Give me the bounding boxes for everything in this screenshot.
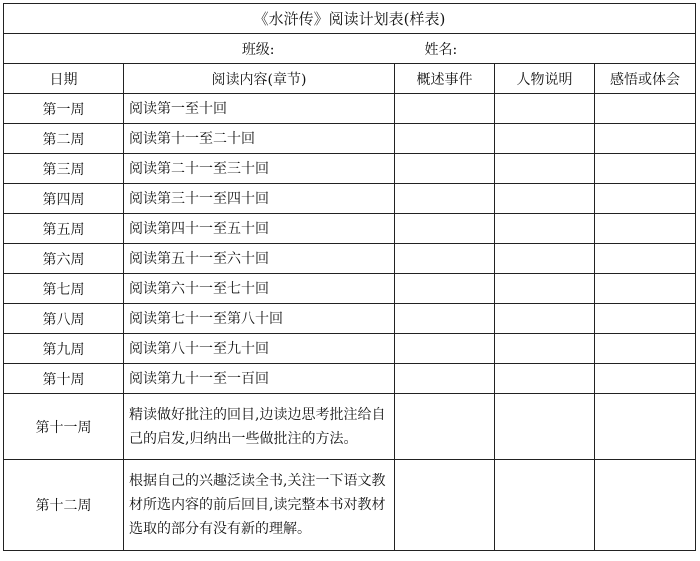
characters-cell[interactable] <box>495 364 595 394</box>
name-label: 姓名: <box>424 41 458 58</box>
characters-cell[interactable] <box>495 304 595 334</box>
events-cell[interactable] <box>395 244 495 274</box>
week-cell: 第十周 <box>4 364 124 394</box>
content-cell: 阅读第八十一至九十回 <box>124 334 395 364</box>
week-cell: 第五周 <box>4 214 124 244</box>
header-characters: 人物说明 <box>495 64 595 94</box>
reflection-cell[interactable] <box>595 184 696 214</box>
content-cell: 阅读第九十一至一百回 <box>124 364 395 394</box>
week-cell: 第八周 <box>4 304 124 334</box>
table-title: 《水浒传》阅读计划表(样表) <box>4 4 696 34</box>
reflection-cell[interactable] <box>595 154 696 184</box>
reading-plan-table <box>3 3 696 551</box>
characters-cell[interactable] <box>495 124 595 154</box>
characters-cell[interactable] <box>495 184 595 214</box>
table-row <box>4 244 696 274</box>
week-cell: 第三周 <box>4 154 124 184</box>
table-row <box>4 334 696 364</box>
table-row <box>4 460 696 551</box>
events-cell[interactable] <box>395 214 495 244</box>
events-cell[interactable] <box>395 154 495 184</box>
reflection-cell[interactable] <box>595 244 696 274</box>
reflection-cell[interactable] <box>595 124 696 154</box>
table-row <box>4 214 696 244</box>
content-cell: 阅读第七十一至第八十回 <box>124 304 395 334</box>
table-row <box>4 124 696 154</box>
week-cell: 第四周 <box>4 184 124 214</box>
events-cell[interactable] <box>395 184 495 214</box>
week-cell: 第一周 <box>4 94 124 124</box>
reading-plan-sheet <box>3 3 695 551</box>
reflection-cell[interactable] <box>595 214 696 244</box>
characters-cell[interactable] <box>495 460 595 551</box>
events-cell[interactable] <box>395 334 495 364</box>
week-cell: 第十二周 <box>4 460 124 551</box>
content-cell: 精读做好批注的回目,边读边思考批注给自己的启发,归纳出一些做批注的方法。 <box>124 394 395 460</box>
events-cell[interactable] <box>395 274 495 304</box>
content-cell: 阅读第十一至二十回 <box>124 124 395 154</box>
table-row <box>4 94 696 124</box>
table-row <box>4 304 696 334</box>
characters-cell[interactable] <box>495 244 595 274</box>
week-cell: 第十一周 <box>4 394 124 460</box>
week-cell: 第九周 <box>4 334 124 364</box>
table-row <box>4 154 696 184</box>
reflection-cell[interactable] <box>595 460 696 551</box>
header-content: 阅读内容(章节) <box>124 64 395 94</box>
student-info-row <box>4 34 696 64</box>
characters-cell[interactable] <box>495 334 595 364</box>
events-cell[interactable] <box>395 364 495 394</box>
content-cell: 阅读第六十一至七十回 <box>124 274 395 304</box>
header-events: 概述事件 <box>395 64 495 94</box>
class-label: 班级: <box>241 41 275 58</box>
header-reflection: 感悟或体会 <box>595 64 696 94</box>
reflection-cell[interactable] <box>595 394 696 460</box>
header-date: 日期 <box>4 64 124 94</box>
characters-cell[interactable] <box>495 274 595 304</box>
reflection-cell[interactable] <box>595 334 696 364</box>
characters-cell[interactable] <box>495 154 595 184</box>
content-cell: 阅读第三十一至四十回 <box>124 184 395 214</box>
content-cell: 阅读第二十一至三十回 <box>124 154 395 184</box>
header-row <box>4 64 696 94</box>
reflection-cell[interactable] <box>595 274 696 304</box>
events-cell[interactable] <box>395 94 495 124</box>
characters-cell[interactable] <box>495 214 595 244</box>
content-cell: 根据自己的兴趣泛读全书,关注一下语文教材所选内容的前后回目,读完整本书对教材选取的部分有没有新的理解。 <box>124 460 395 551</box>
content-cell: 阅读第四十一至五十回 <box>124 214 395 244</box>
week-cell: 第二周 <box>4 124 124 154</box>
reflection-cell[interactable] <box>595 304 696 334</box>
content-cell: 阅读第一至十回 <box>124 94 395 124</box>
table-row <box>4 184 696 214</box>
reflection-cell[interactable] <box>595 94 696 124</box>
events-cell[interactable] <box>395 394 495 460</box>
week-cell: 第七周 <box>4 274 124 304</box>
table-row <box>4 394 696 460</box>
events-cell[interactable] <box>395 460 495 551</box>
reflection-cell[interactable] <box>595 364 696 394</box>
events-cell[interactable] <box>395 304 495 334</box>
characters-cell[interactable] <box>495 94 595 124</box>
events-cell[interactable] <box>395 124 495 154</box>
table-row <box>4 364 696 394</box>
week-cell: 第六周 <box>4 244 124 274</box>
characters-cell[interactable] <box>495 394 595 460</box>
table-row <box>4 274 696 304</box>
content-cell: 阅读第五十一至六十回 <box>124 244 395 274</box>
